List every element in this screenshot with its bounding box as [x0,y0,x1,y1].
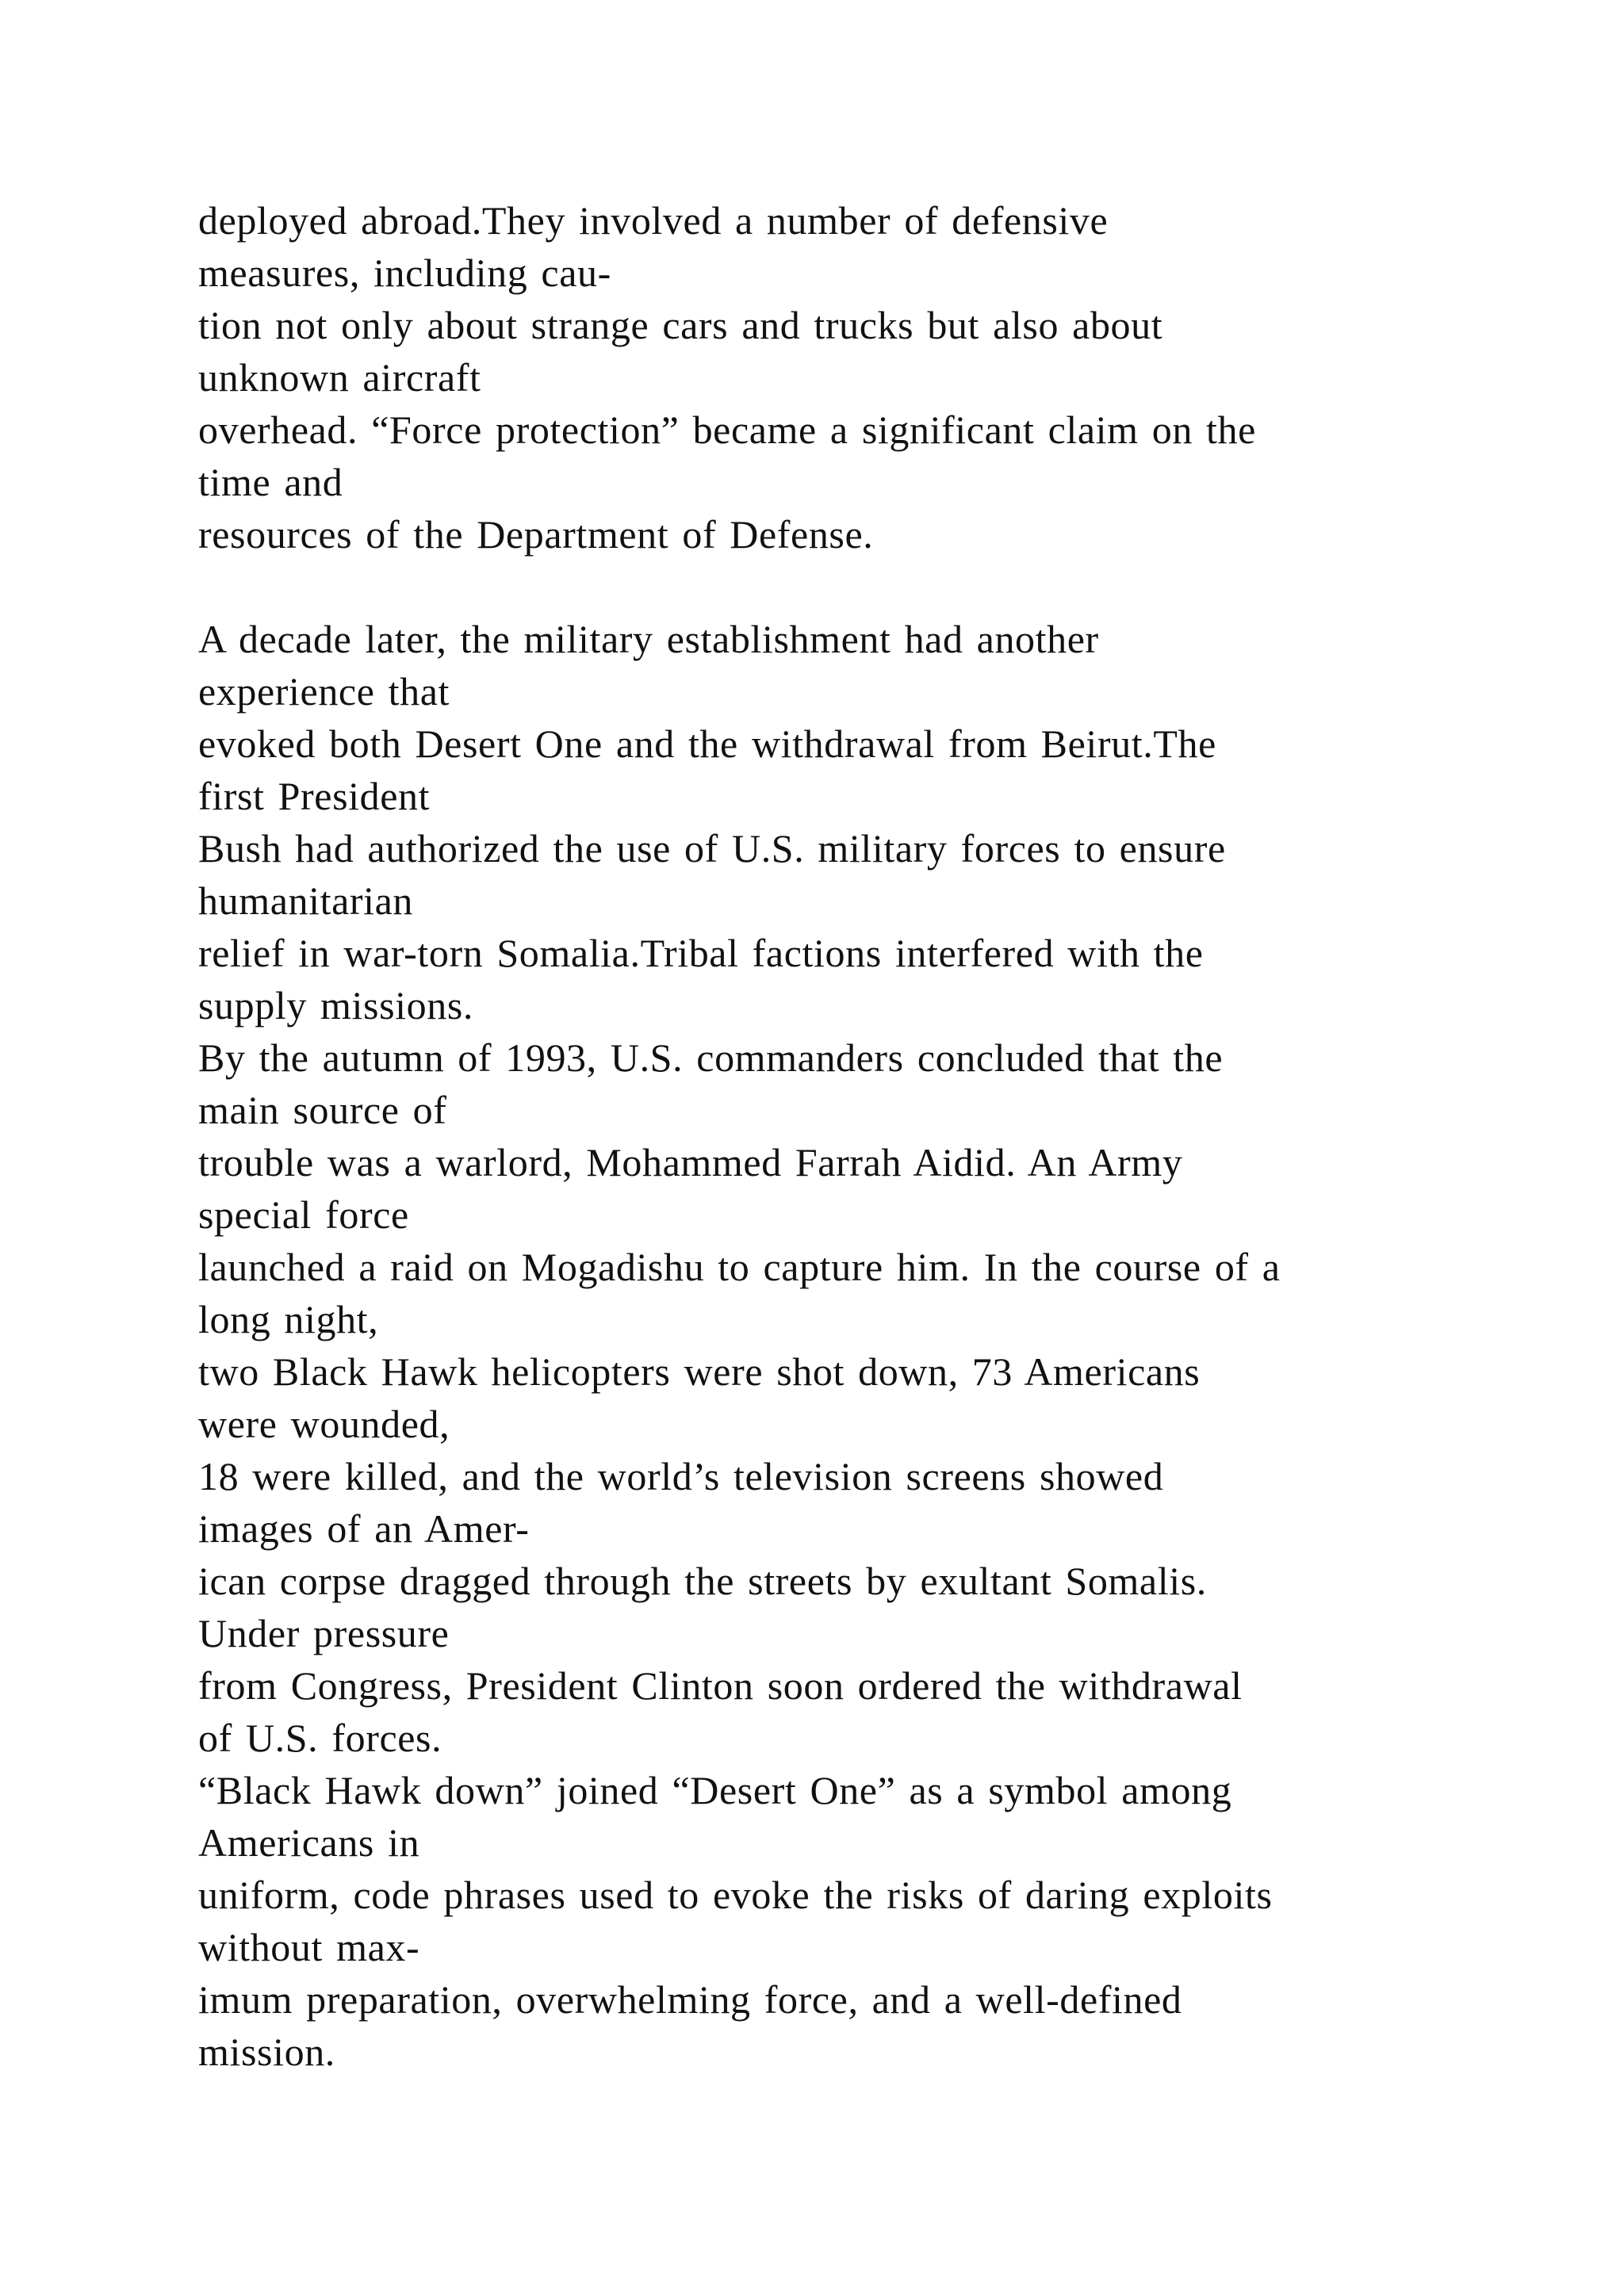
text-line: Americans in [198,1820,420,1865]
text-line: launched a raid on Mogadishu to capture him. In the course of a [198,1245,1281,1289]
text-line: deployed abroad.They involved a number of defensive [198,198,1109,243]
text-line: unknown aircraft [198,355,481,400]
text-line: special force [198,1192,409,1237]
text-line: A decade later, the military establishment had another [198,617,1099,661]
text-line: humanitarian [198,878,413,923]
text-line: two Black Hawk helicopters were shot down, 73 Americans [198,1349,1201,1394]
text-line: measures, including cau- [198,251,611,295]
text-line: main source of [198,1088,447,1132]
text-line: Bush had authorized the use of U.S. military forces to ensure [198,826,1226,871]
body-text [198,194,1467,2078]
paragraph-2 [198,613,1467,2078]
text-line: By the autumn of 1993, U.S. commanders concluded that the [198,1035,1224,1080]
text-line: Under pressure [198,1611,450,1655]
text-line: uniform, code phrases used to evoke the risks of daring exploits [198,1873,1273,1917]
text-line: trouble was a warlord, Mohammed Farrah Aidid. An Army [198,1140,1183,1184]
text-line: evoked both Desert One and the withdrawal from Beirut.The [198,721,1216,766]
text-line: “Black Hawk down” joined “Desert One” as a symbol among [198,1768,1232,1812]
text-line: time and [198,460,343,504]
paragraph-1 [198,194,1467,561]
text-line: of U.S. forces. [198,1716,442,1760]
text-line: overhead. “Force protection” became a significant claim on the [198,408,1256,452]
text-line: first President [198,774,431,818]
text-line: experience that [198,669,450,714]
text-line: relief in war-torn Somalia.Tribal factions interfered with the [198,931,1204,975]
text-line: tion not only about strange cars and trucks but also about [198,303,1163,347]
text-line: resources of the Department of Defense. [198,512,874,557]
text-line: ican corpse dragged through the streets by exultant Somalis. [198,1559,1207,1603]
text-line: images of an Amer- [198,1506,530,1551]
text-line: without max- [198,1925,420,1969]
text-line: 18 were killed, and the world’s television screens showed [198,1454,1164,1498]
text-line: imum preparation, overwhelming force, and a well-defined [198,1977,1182,2022]
text-line: long night, [198,1297,379,1341]
paragraph-gap [198,561,1467,613]
text-line: mission. [198,2030,335,2074]
text-line: from Congress, President Clinton soon ordered the withdrawal [198,1663,1243,1708]
text-line: were wounded, [198,1402,450,1446]
text-line: supply missions. [198,983,473,1027]
